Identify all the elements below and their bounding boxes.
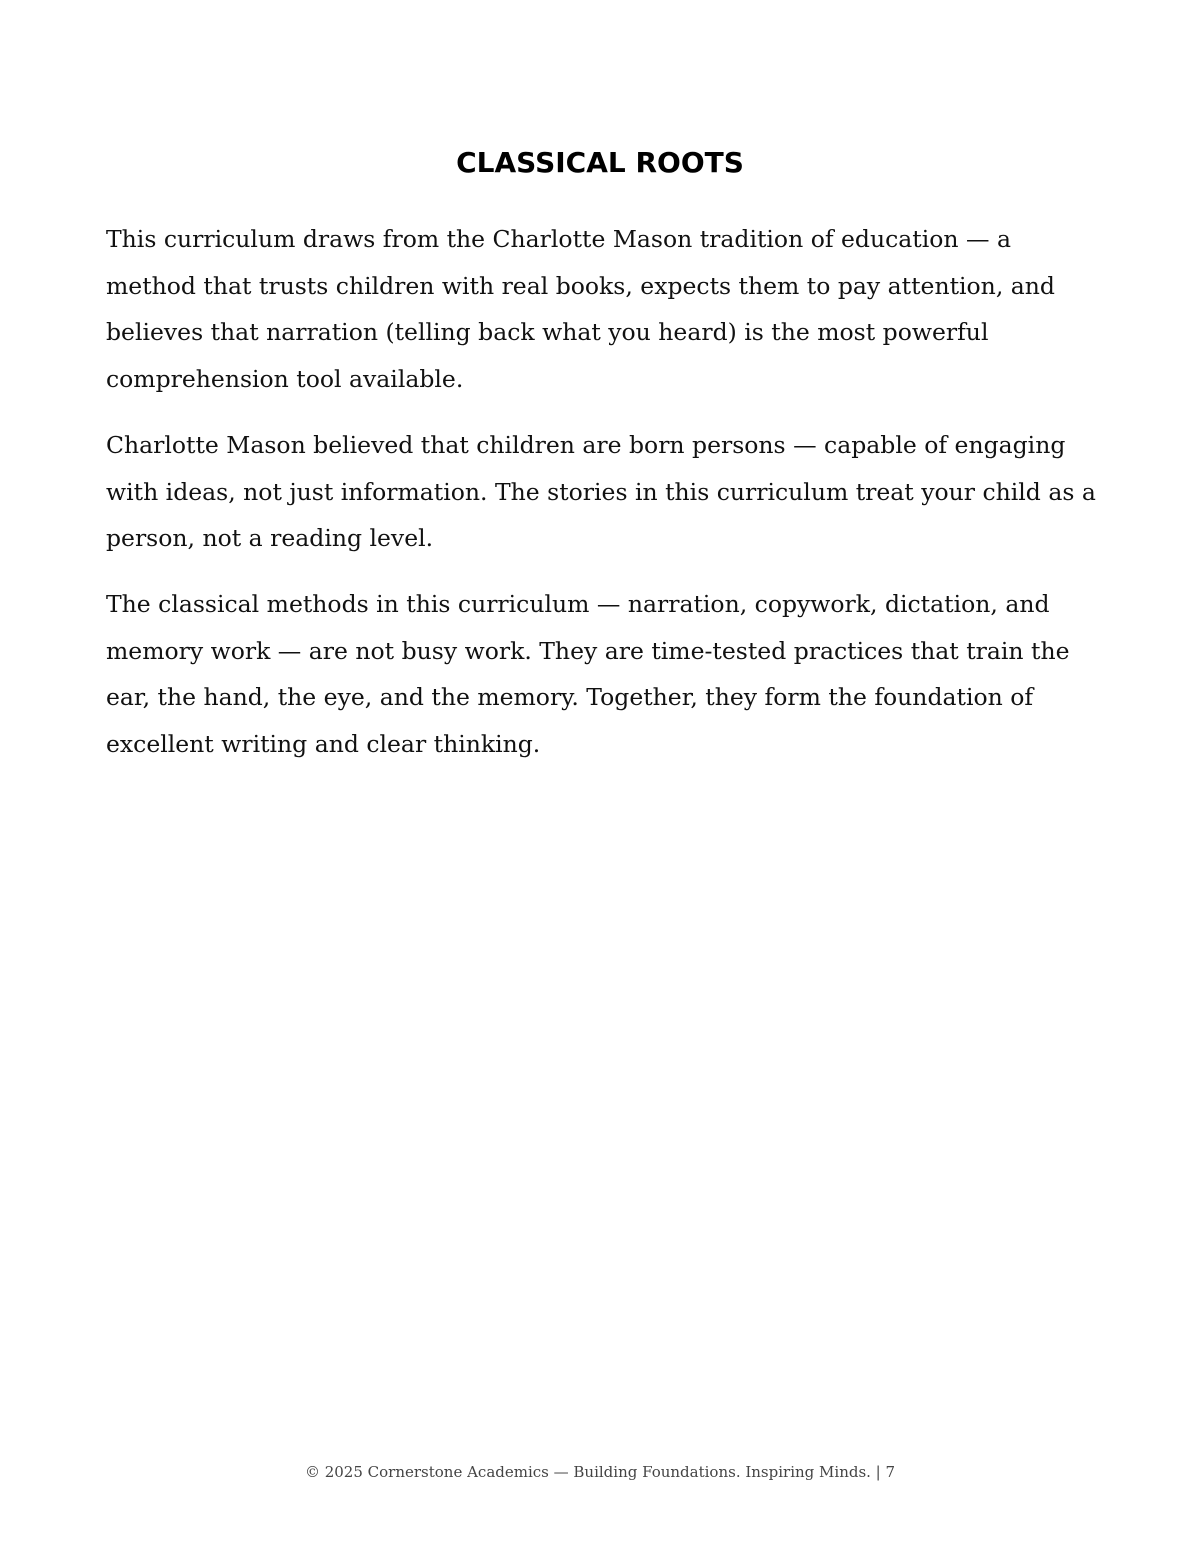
paragraph-1: This curriculum draws from the Charlotte Mason tradition of education — a method that trusts children with real books, expects them to pay attention, and believes that narration (telling back what you heard) is the most powerful comprehension tool available. bbox=[106, 225, 1055, 394]
paragraph-3: The classical methods in this curriculum — narration, copywork, dictation, and memory work — are not busy work. They are time-tested practices that train the ear, the hand, the eye, and the memory. Together, they form the foundation of excellent writing and clear thinking. bbox=[106, 589, 1070, 759]
body-text bbox=[106, 216, 1098, 787]
page-footer: © 2025 Cornerstone Academics — Building Foundations. Inspiring Minds. | 7 bbox=[304, 1463, 896, 1481]
paragraph-2: Charlotte Mason believed that children are born persons — capable of engaging with ideas, not just information. The stories in this curriculum treat your child as a person, not a reading level. bbox=[106, 430, 1096, 553]
page-title: CLASSICAL ROOTS bbox=[456, 146, 744, 179]
